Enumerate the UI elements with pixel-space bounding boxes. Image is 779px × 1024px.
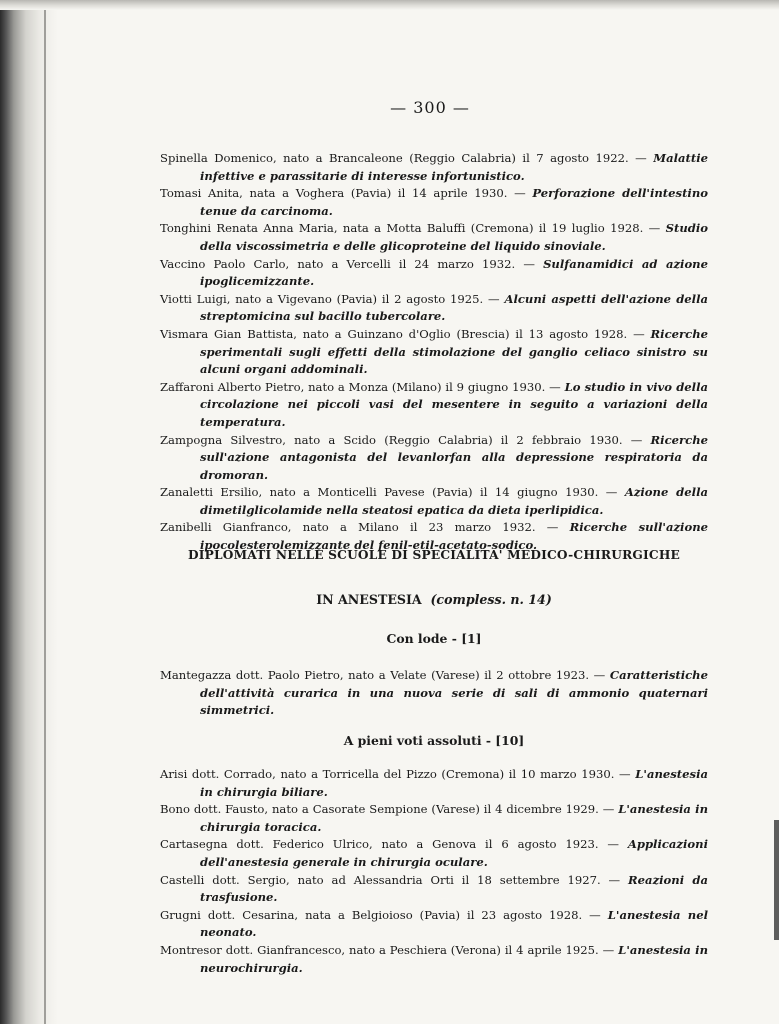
page-top-edge (0, 0, 779, 10)
laureati-list (160, 150, 708, 555)
entry-title: Lo studio in vivo della circolazione nei piccoli vasi del mesentere in seguito a variazioni della temperatura. (200, 379, 708, 429)
entry-author: Bono dott. Fausto, nato a Casorate Sempione (Varese) il 4 dicembre 1929. — (160, 802, 619, 817)
entry-title: Reazioni da trasfusione. (200, 872, 708, 905)
con-lode-list (160, 667, 708, 720)
entry-title: L'anestesia nel neonato. (200, 907, 709, 940)
specialty-count: (compless. n. 14) (430, 592, 552, 607)
list-item (160, 150, 708, 185)
entry-title: Ricerche sull'azione ipocolesterolemizzante del fenil-etil-acetato-sodico. (200, 520, 709, 553)
list-item (160, 291, 708, 326)
book-binding-shadow (0, 0, 58, 1024)
entry-author: Montresor dott. Gianfrancesco, nato a Peschiera (Verona) il 4 aprile 1925. — (160, 942, 619, 957)
list-item (160, 766, 708, 801)
list-item (160, 872, 708, 907)
specialty-heading (160, 592, 708, 607)
entry-title: Malattie infettive e parassitarie di interesse infortunistico. (200, 151, 708, 183)
page-number: — 300 — (390, 98, 470, 117)
list-item (160, 836, 708, 871)
entry-author: Castelli dott. Sergio, nato ad Alessandria Orti il 18 settembre 1927. — (160, 872, 629, 887)
specialty-name: IN ANESTESIA (316, 592, 422, 607)
list-item (160, 907, 708, 942)
entry-author: Tonghini Renata Anna Maria, nata a Motta Baluffi (Cremona) il 19 luglio 1928. — (160, 221, 666, 236)
entry-title: Sulfanamidici ad azione ipoglicemizzante. (200, 256, 708, 289)
entry-author: Zanibelli Gianfranco, nato a Milano il 23 marzo 1932. — (160, 520, 570, 535)
page-right-edge-shadow (774, 820, 779, 940)
entry-author: Zampogna Silvestro, nato a Scido (Reggio Calabria) il 2 febbraio 1930. — (160, 432, 651, 447)
entry-title: Ricerche sperimentali sugli effetti della stimolazione del ganglio celiaco sinistro su alcuni organi addominali. (200, 326, 708, 377)
entry-title: Azione della dimetilglicolamide nella steatosi epatica da dieta iperlipidica. (200, 485, 708, 517)
entry-title: Alcuni aspetti dell'azione della streptomicina sul bacillo tubercolare. (200, 291, 708, 324)
list-item (160, 432, 708, 485)
entry-author: Spinella Domenico, nato a Brancaleone (Reggio Calabria) il 7 agosto 1922. — (160, 151, 654, 165)
entry-author: Vaccino Paolo Carlo, nato a Vercelli il 24 marzo 1932. — (160, 256, 544, 271)
list-item (160, 942, 708, 977)
entry-title: Caratteristiche dell'attività curarica in una nuova serie di sali di ammonio quaternari simmetrici. (200, 668, 708, 718)
binding-edge-line (44, 0, 46, 1024)
entry-title: L'anestesia in chirurgia biliare. (200, 767, 708, 799)
list-item (160, 379, 708, 432)
list-item (160, 185, 708, 220)
entry-author: Vismara Gian Battista, nato a Guinzano d'Oglio (Brescia) il 13 agosto 1928. — (160, 326, 651, 341)
entry-author: Zanaletti Ersilio, nato a Monticelli Pavese (Pavia) il 14 giugno 1930. — (160, 485, 625, 500)
entry-author: Zaffaroni Alberto Pietro, nato a Monza (Milano) il 9 giugno 1930. — (160, 379, 565, 394)
entry-title: Studio della viscossimetria e delle glicoproteine del liquido sinoviale. (200, 221, 708, 253)
list-item (160, 484, 708, 519)
entry-author: Mantegazza dott. Paolo Pietro, nato a Velate (Varese) il 2 ottobre 1923. — (160, 668, 610, 682)
entry-author: Grugni dott. Cesarina, nata a Belgioioso (Pavia) il 23 agosto 1928. — (160, 907, 608, 922)
section-heading: DIPLOMATI NELLE SCUOLE DI SPECIALITA' MEDICO-CHIRURGICHE (187, 548, 681, 562)
entry-title: L'anestesia in chirurgia toracica. (200, 802, 708, 834)
pieni-voti-heading: A pieni voti assoluti - [10] (343, 733, 525, 748)
entry-title: Applicazioni dell'anestesia generale in chirurgia oculare. (200, 837, 708, 869)
entry-author: Cartasegna dott. Federico Ulrico, nato a Genova il 6 agosto 1923. — (160, 837, 628, 852)
entry-title: L'anestesia in neurochirurgia. (200, 942, 708, 975)
entry-title: Ricerche sull'azione antagonista del levanlorfan alla depressione respiratoria da dromoran. (200, 432, 708, 482)
entry-author: Viotti Luigi, nato a Vigevano (Pavia) il 2 agosto 1925. — (160, 291, 505, 306)
list-item (160, 256, 708, 291)
pieni-voti-list (160, 766, 708, 977)
list-item (160, 326, 708, 379)
entry-author: Tomasi Anita, nata a Voghera (Pavia) il 14 aprile 1930. — (160, 186, 533, 201)
list-item (160, 220, 708, 255)
entry-author: Arisi dott. Corrado, nato a Torricella del Pizzo (Cremona) il 10 marzo 1930. — (160, 767, 636, 781)
entry-title: Perforazione dell'intestino tenue da carcinoma. (200, 186, 708, 218)
list-item (160, 801, 708, 836)
list-item (160, 667, 708, 720)
con-lode-heading: Con lode - [1] (386, 631, 482, 646)
